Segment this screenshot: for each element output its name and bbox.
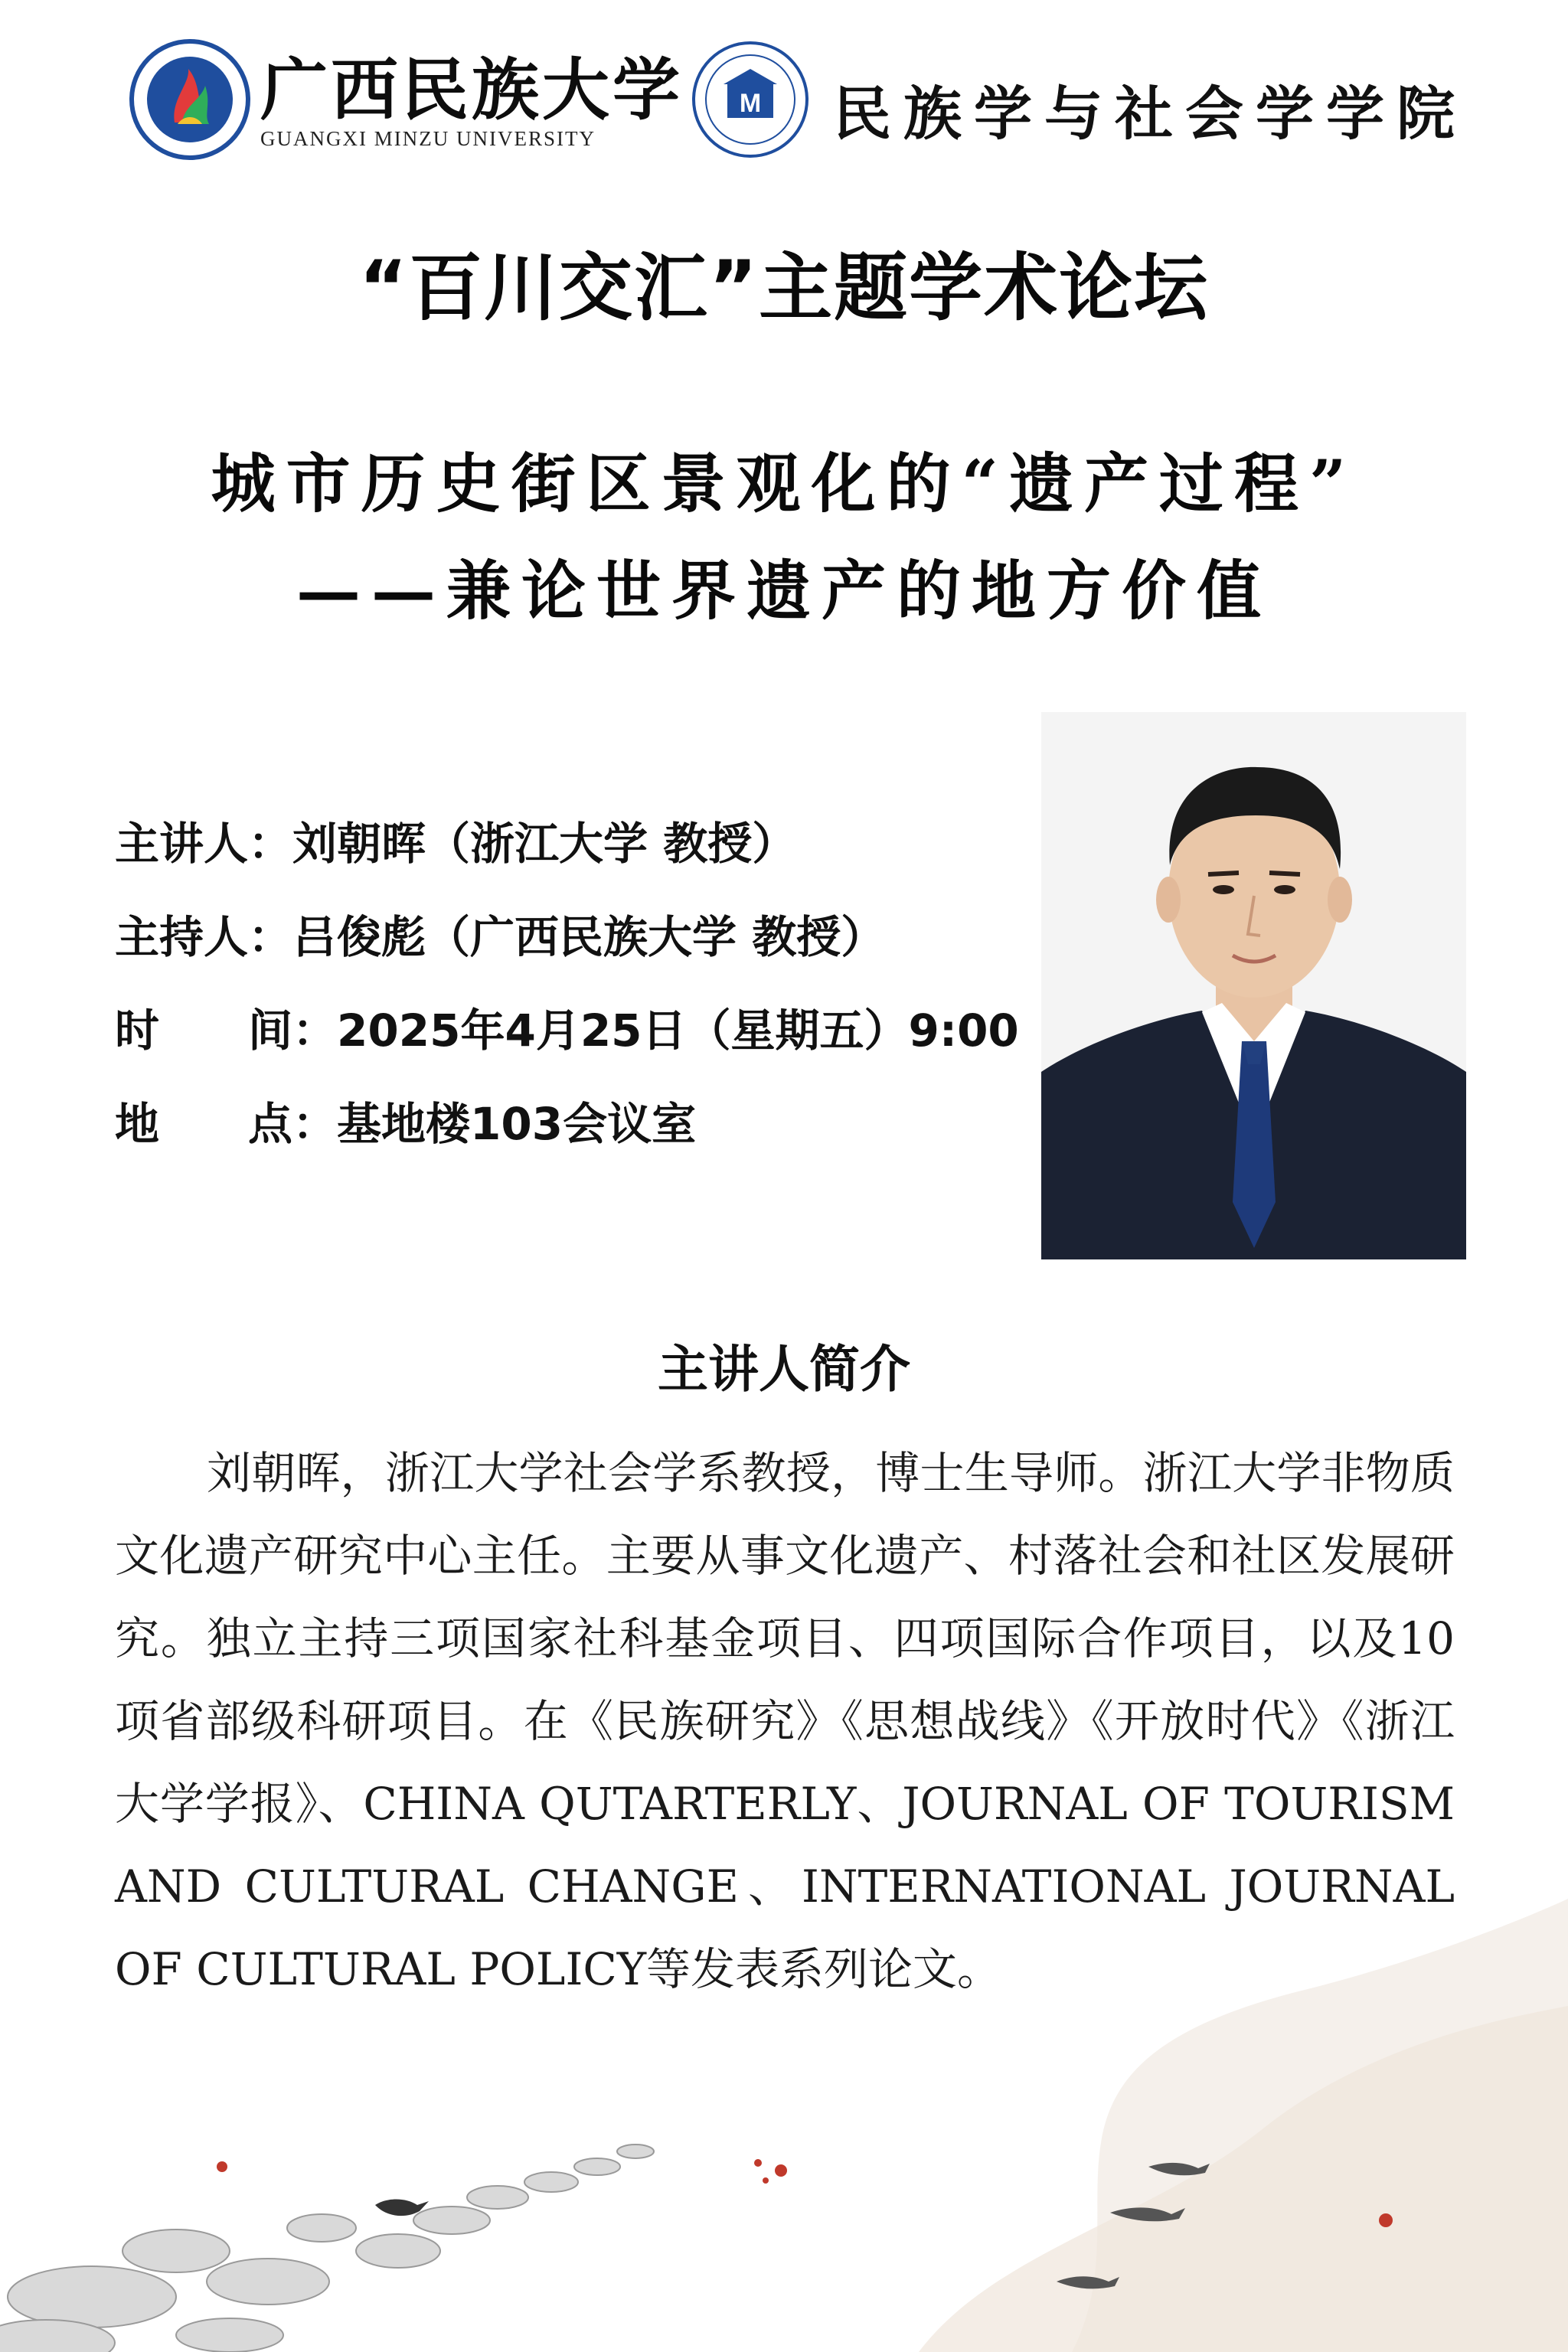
time-value: 2025年4月25日（星期五）9:00 [337,1004,1019,1057]
host-row [115,901,885,965]
talk-title-line1: 城市历史街区景观化的“遗产过程” [211,446,1357,521]
host-label: 主持人： [115,911,293,963]
speaker-portrait [1041,712,1466,1259]
school-name-cn: 民族学与社会学学院 [833,80,1467,148]
place-row [115,1088,696,1152]
time-label-a: 时 [115,1004,160,1057]
forum-title: “百川交汇”主题学术论坛 [358,245,1210,331]
place-label-a: 地 [115,1098,160,1150]
time-label-b: 间： [248,1004,338,1057]
svg-text:M: M [739,89,762,118]
university-name-cn: 广西民族大学 [260,50,684,129]
school-seal-logo [689,38,812,161]
university-name-en: GUANGXI MINZU UNIVERSITY [260,127,596,150]
place-label-b: 点： [248,1098,338,1150]
university-seal-logo [129,38,251,161]
bio-heading: 主讲人简介 [658,1340,910,1399]
speaker-row [115,808,796,872]
place-value: 基地楼103会议室 [337,1098,697,1150]
host-value: 吕俊彪（广西民族大学 教授） [292,911,886,963]
talk-title-line2: ——兼论世界遗产的地方价值 [296,553,1272,629]
speaker-value: 刘朝晖（浙江大学 教授） [292,818,797,870]
ink-wash-decoration [0,1669,1568,2352]
time-row [115,995,1019,1059]
bio-paragraph: 刘朝晖，浙江大学社会学系教授，博士生导师。浙江大学非物质文化遗产研究中心主任。主要从事文化遗产、村落社会和社区发展研究。独立主持三项国家社科基金项目、四项国际合作项目，以及10项省部级科研项目。在《民族研究》《思想战线》《开放时代》《浙江大学学报》、CHINA QUTARTERLY、JOURNAL OF TOURISM AND CULTURAL CHANGE、INTERNATIONAL JOURNAL OF CULTURAL POLICY等发表系列论文。 [115,1447,1455,1995]
speaker-label: 主讲人： [115,818,293,870]
